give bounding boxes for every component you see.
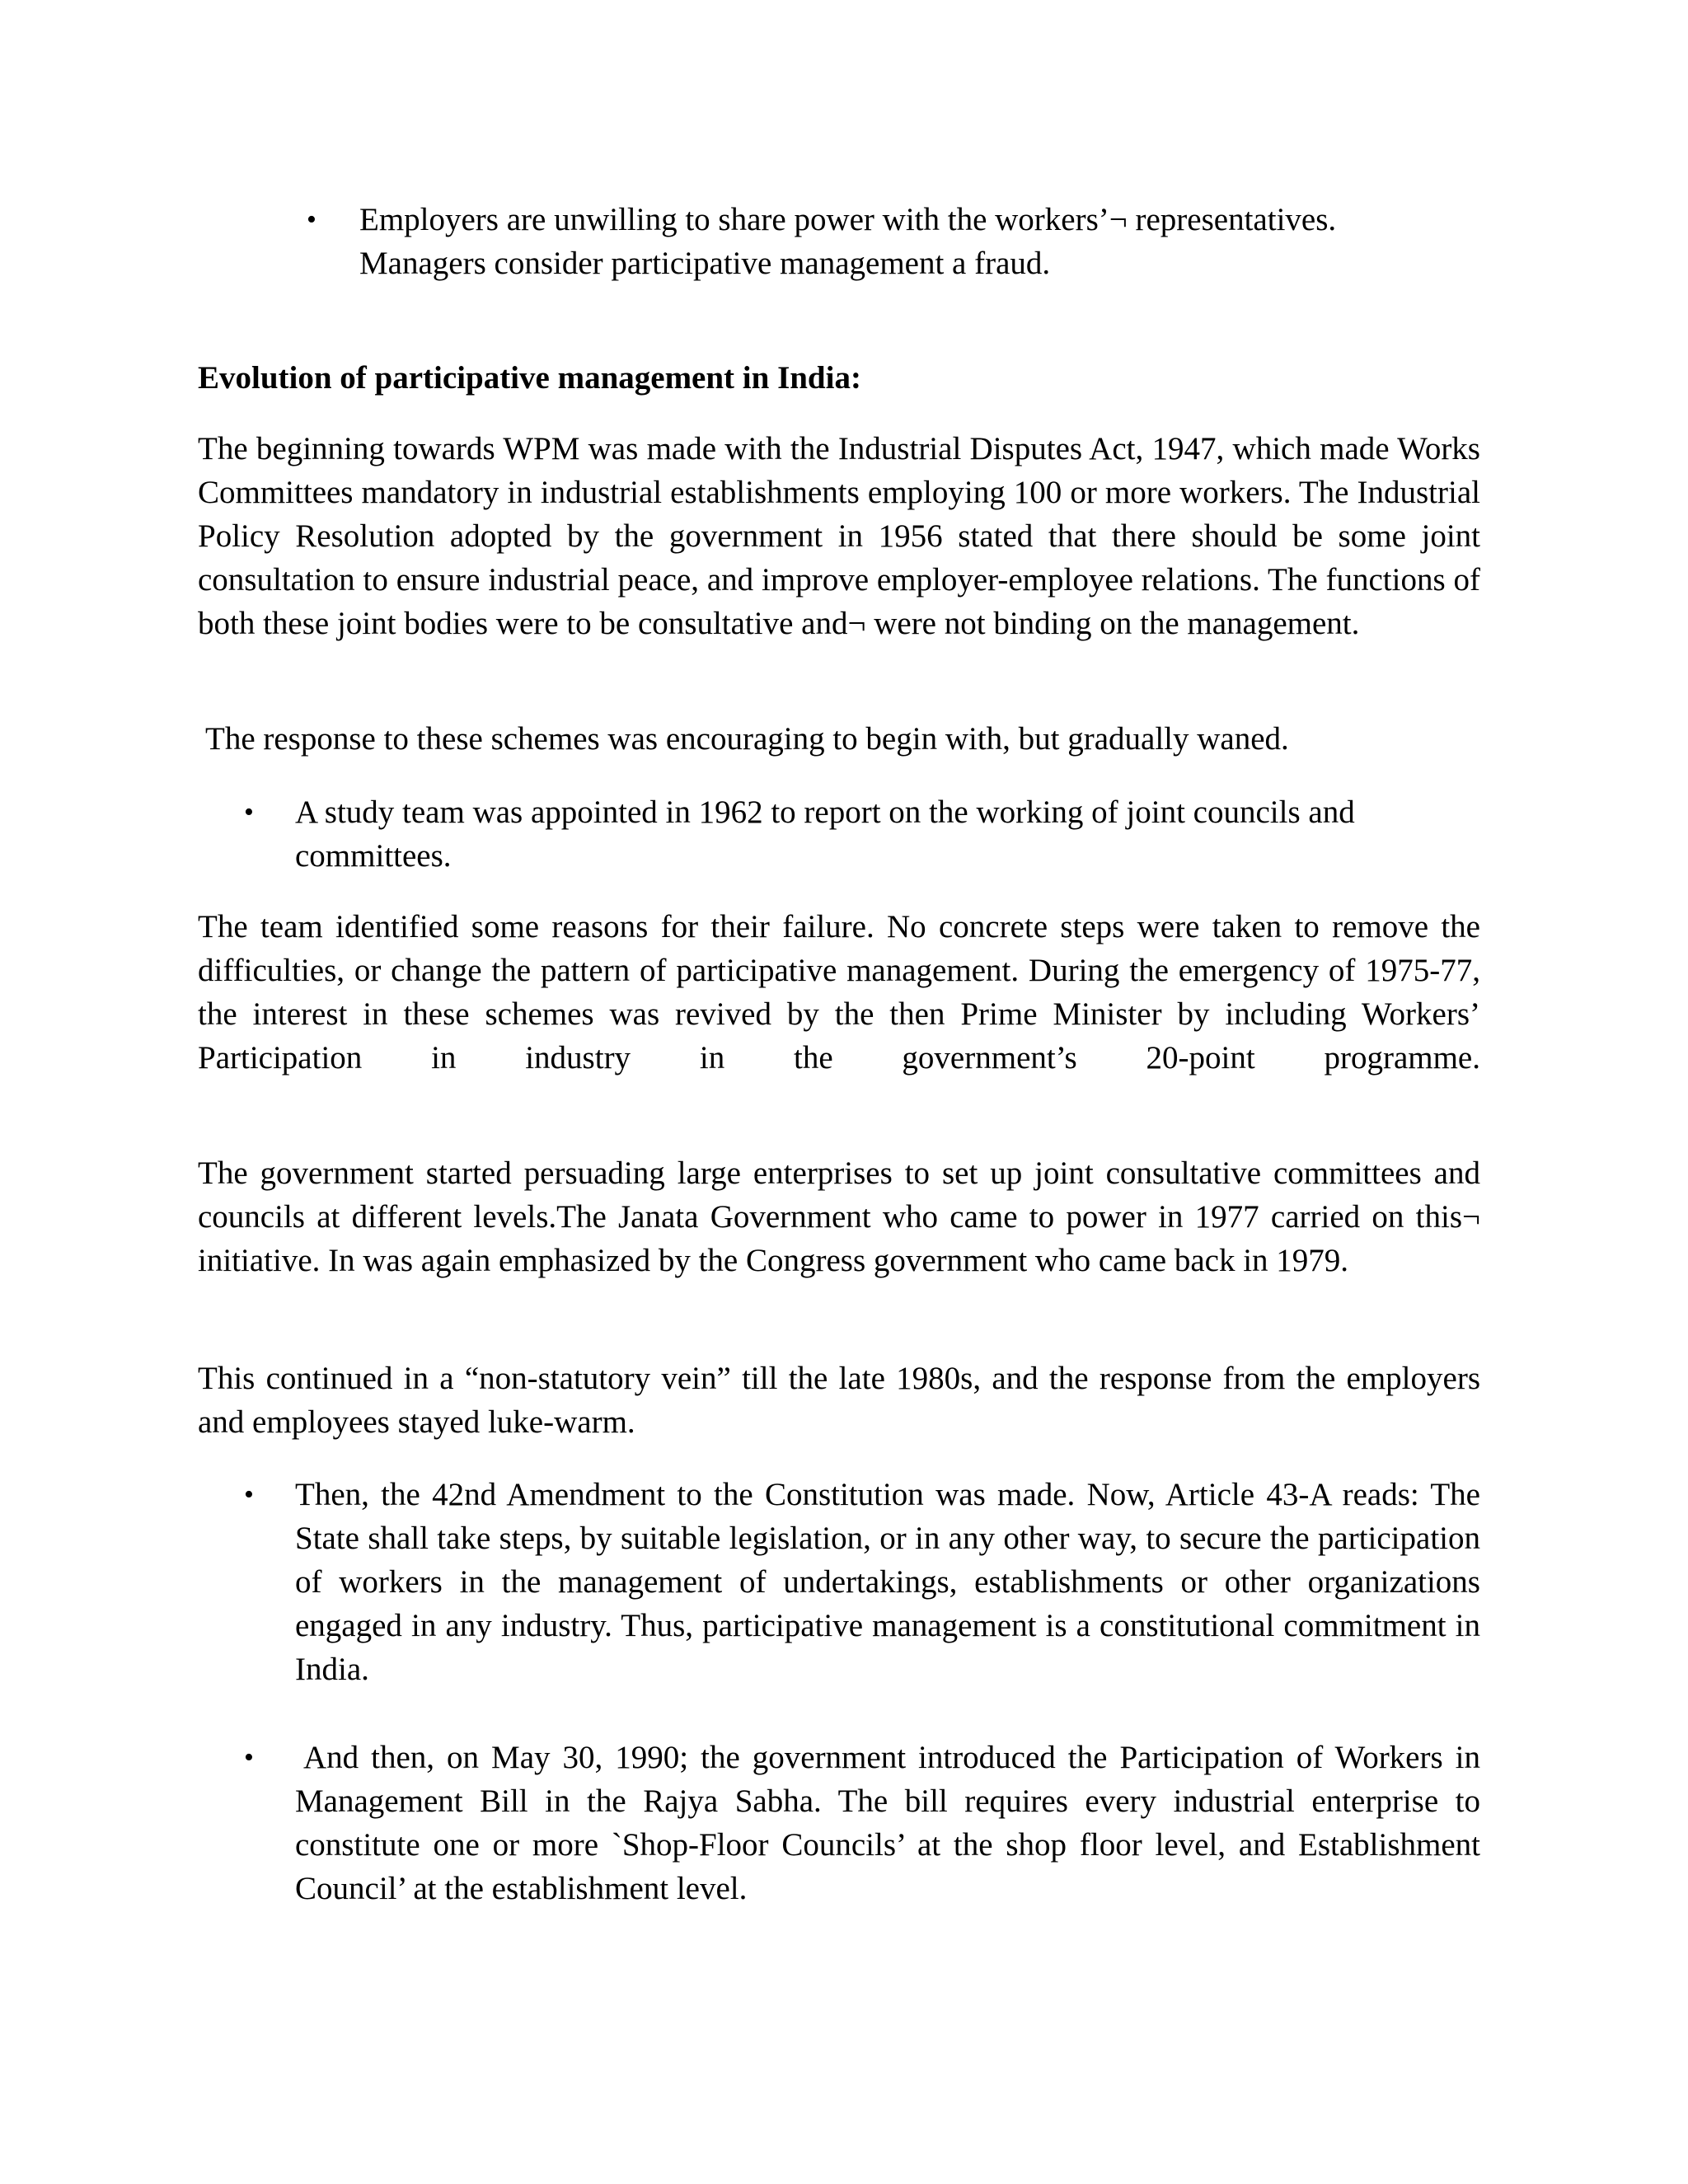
paragraph-government-persuading: The government started persuading large enterprises to set up joint consultative committees and councils at different levels.The Janata Government who came to power in 1977 carried on this¬ initiative. In was again emphasized by the Congress government who came back in 1979. xyxy=(198,1155,1480,1278)
bullet-42nd-amendment: Then, the 42nd Amendment to the Constitution was made. Now, Article 43-A reads: The State shall take steps, by suitable legislation, or in any other way, to secure the participation of workers in the management of undertakings, establishments or other organizations engaged in any industry. Thus, participative management is a constitutional commitment in India. xyxy=(295,1477,1480,1687)
paragraph-team-failure: The team identified some reasons for their failure. No concrete steps were taken to remove the difficulties, or change the pattern of participative management. During the emergency of 1975-77, the interest in these schemes was revived by the then Prime Minister by including Workers’ Participation in industry in the government’s 20-point programme. xyxy=(198,909,1480,1076)
bullet-study-team: A study team was appointed in 1962 to report on the working of joint councils and committees. xyxy=(295,794,1355,874)
bullet-employers xyxy=(359,198,1497,285)
bullet-marker: • xyxy=(307,204,316,235)
bullet-marker: • xyxy=(244,1742,254,1773)
bullet-employers-line2: Managers consider participative management a fraud. xyxy=(359,246,1051,281)
bullet-employers-line1: Employers are unwilling to share power with the workers’¬ representatives. xyxy=(359,202,1337,237)
paragraph-non-statutory: This continued in a “non-statutory vein” till the late 1980s, and the response from the employers and employees stayed luke-warm. xyxy=(198,1361,1480,1440)
paragraph-beginning: The beginning towards WPM was made with the Industrial Disputes Act, 1947, which made Works Committees mandatory in industrial establishments employing 100 or more workers. The Industrial Policy Resolution adopted by the government in 1956 stated that there should be some joint consultation to ensure industrial peace, and improve employer-employee relations. The functions of both these joint bodies were to be consultative and¬ were not binding on the management. xyxy=(198,431,1480,641)
bullet-marker: • xyxy=(244,1479,254,1510)
bullet-marker: • xyxy=(244,797,254,827)
bullet-workers-bill: And then, on May 30, 1990; the government introduced the Participation of Workers in Management Bill in the Rajya Sabha. The bill requires every industrial enterprise to constitute one or more `Shop-Floor Councils’ at the shop floor level, and Establishment Council’ at the establishment level. xyxy=(295,1740,1480,1906)
paragraph-response: The response to these schemes was encouraging to begin with, but gradually waned. xyxy=(205,721,1289,757)
section-heading: Evolution of participative management in India: xyxy=(198,360,861,396)
